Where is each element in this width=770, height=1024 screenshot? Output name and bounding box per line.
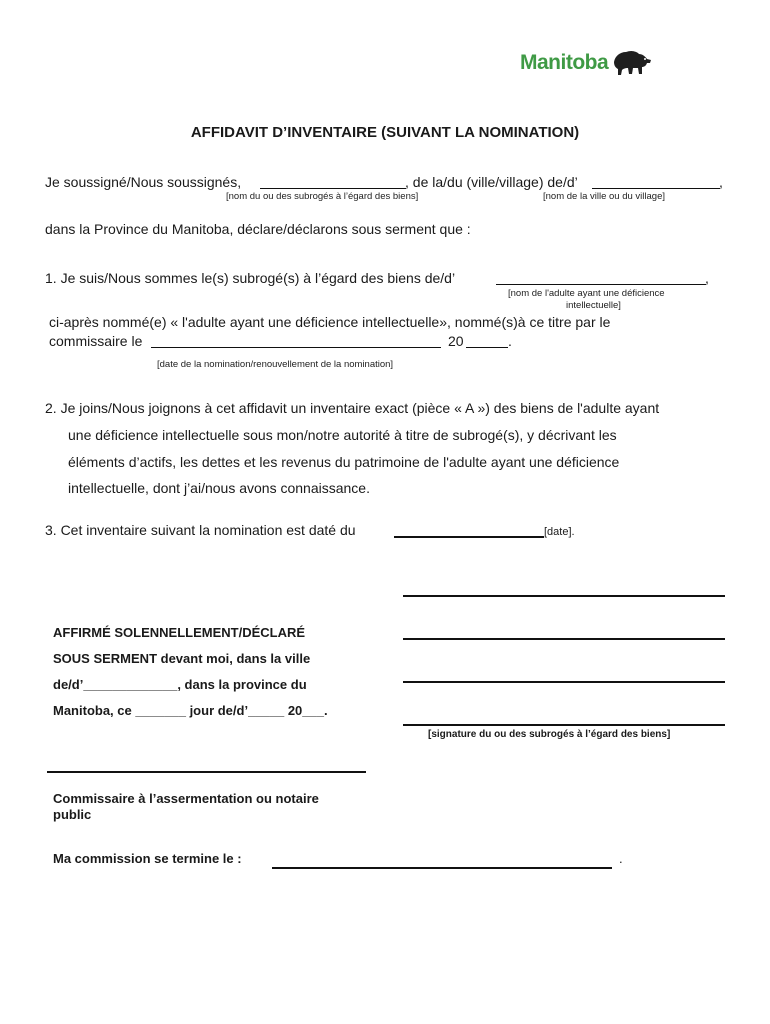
signature-caption: [signature du ou des subrogés à l’égard des biens] <box>428 729 671 740</box>
signature-line-3[interactable] <box>403 681 725 683</box>
commissioner-line-1: Commissaire à l’assermentation ou notaire <box>53 791 319 806</box>
item2-line2: une déficience intellectuelle sous mon/notre autorité à titre de subrogé(s), y décrivant les <box>68 427 617 443</box>
adult-name-blank-line[interactable] <box>496 284 706 285</box>
signature-line-1[interactable] <box>403 595 725 597</box>
intro-text-1: Je soussigné/Nous soussignés, <box>45 174 242 190</box>
commission-expiry-end: . <box>619 851 623 866</box>
commission-expiry-line[interactable] <box>272 867 612 869</box>
signature-line-4[interactable] <box>403 724 725 726</box>
intro-comma: , <box>719 174 723 190</box>
hint-town: [nom de la ville ou du village] <box>543 191 665 202</box>
hint-nomination-date: [date de la nomination/renouvellement de la nomination] <box>157 359 394 370</box>
item1-line3c: . <box>508 333 512 349</box>
hint-adult-2: intellectuelle] <box>566 300 621 311</box>
names-blank-line[interactable] <box>260 188 406 189</box>
item1-line3a: commissaire le <box>49 333 143 349</box>
year-blank-line[interactable] <box>466 347 508 348</box>
affirm-line-2: SOUS SERMENT devant moi, dans la ville <box>53 651 311 666</box>
item3-text: 3. Cet inventaire suivant la nomination est daté du <box>45 522 356 538</box>
item2-line3: éléments d’actifs, les dettes et les revenus du patrimoine de l'adulte ayant une déficience <box>68 454 620 470</box>
hint-inventory-date: [date]. <box>544 526 575 538</box>
nomination-date-blank-line[interactable] <box>151 347 441 348</box>
item2-line1: 2. Je joins/Nous joignons à cet affidavit un inventaire exact (pièce « A ») des biens de l'adulte ayant <box>45 400 660 416</box>
commissioner-signature-line[interactable] <box>47 771 366 773</box>
bison-icon <box>611 48 653 78</box>
inventory-date-blank-line[interactable] <box>394 536 544 538</box>
hint-adult-1: [nom de l'adulte ayant une déficience <box>508 288 665 299</box>
item1-line1: 1. Je suis/Nous sommes le(s) subrogé(s) à l’égard des biens de/d’ <box>45 270 456 286</box>
hint-names: [nom du ou des subrogés à l’égard des biens] <box>226 191 419 202</box>
town-blank-line[interactable] <box>592 188 720 189</box>
logo-text: Manitoba <box>520 51 609 74</box>
affirm-line-4: Manitoba, ce _______ jour de/d’_____ 20___. <box>53 703 328 718</box>
intro-text-2: , de la/du (ville/village) de/d’ <box>405 174 578 190</box>
item1-line2: ci-après nommé(e) « l'adulte ayant une déficience intellectuelle», nommé(s)à ce titre par le <box>49 314 611 330</box>
commission-expiry-label: Ma commission se termine le : <box>53 851 242 866</box>
affirm-line-1: AFFIRMÉ SOLENNELLEMENT/DÉCLARÉ <box>53 625 306 640</box>
item1-line3b: 20 <box>448 333 464 349</box>
commissioner-line-2: public <box>53 807 92 822</box>
signature-line-2[interactable] <box>403 638 725 640</box>
page-title: AFFIDAVIT D’INVENTAIRE (SUIVANT LA NOMINATION) <box>190 124 580 141</box>
intro-text-line2: dans la Province du Manitoba, déclare/déclarons sous serment que : <box>45 221 471 237</box>
affirm-line-3: de/d’_____________, dans la province du <box>53 677 307 692</box>
item1-comma: , <box>705 270 709 286</box>
manitoba-logo <box>520 48 653 78</box>
item2-line4: intellectuelle, dont j’ai/nous avons connaissance. <box>68 480 370 496</box>
